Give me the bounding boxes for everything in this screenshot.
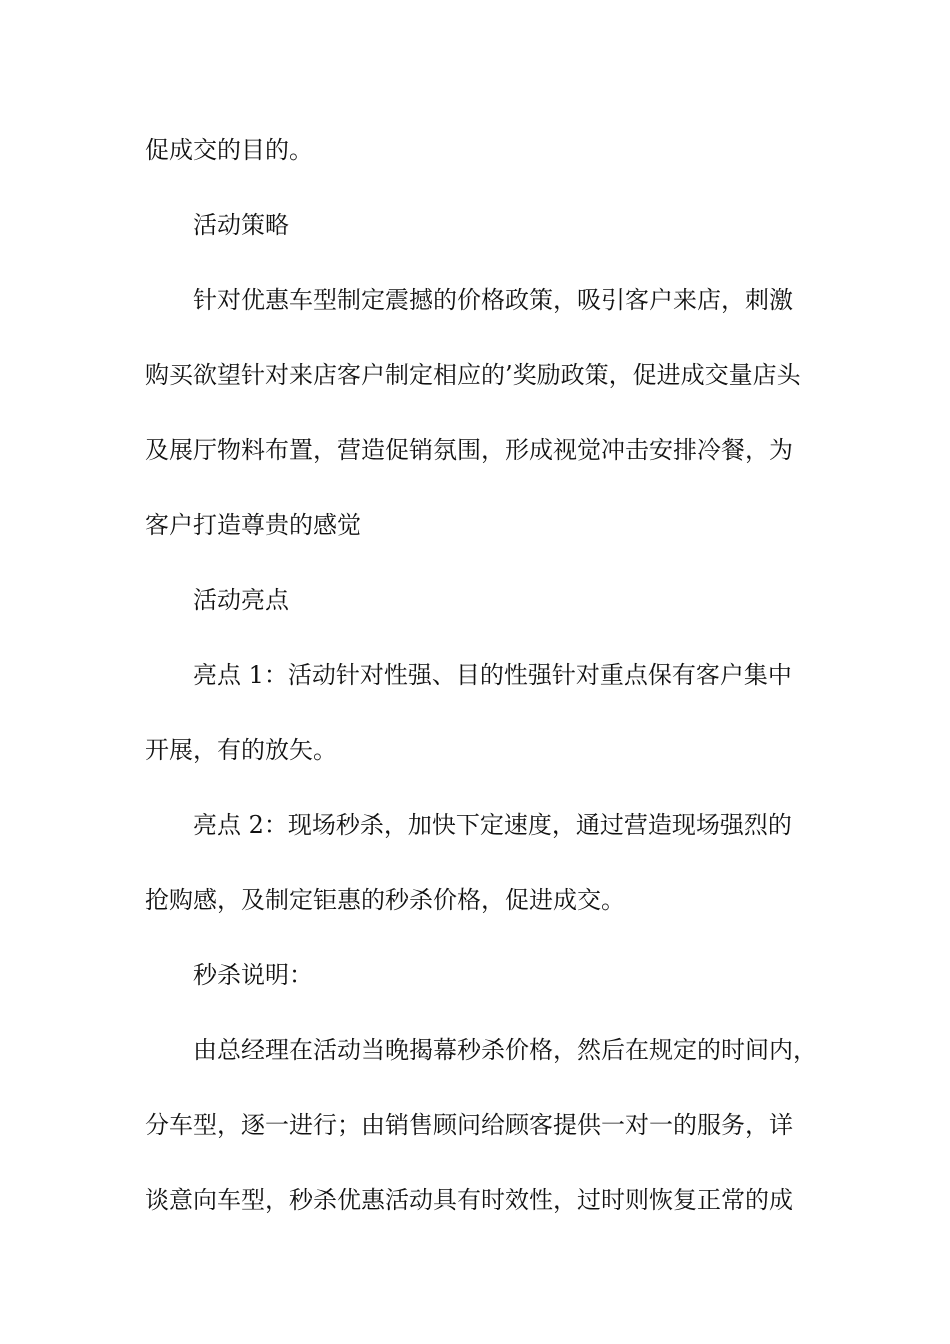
text-line-strategy-2: 购买欲望针对来店客户制定相应的’奖励政策，促进成交量店头 xyxy=(145,361,801,389)
text-line-highlight-2b: 抢购感，及制定钜惠的秒杀价格，促进成交。 xyxy=(145,886,625,914)
text-line-flash-sale-1: 由总经理在活动当晚揭幕秒杀价格，然后在规定的时间内， xyxy=(193,1036,817,1064)
text-line-flash-sale-2: 分车型，逐一进行；由销售顾问给顾客提供一对一的服务，详 xyxy=(145,1111,793,1139)
text-line-highlight-2a: 亮点 2：现场秒杀，加快下定速度，通过营造现场强烈的 xyxy=(193,811,792,839)
text-line-highlight-1a: 亮点 1：活动针对性强、目的性强针对重点保有客户集中 xyxy=(193,661,792,689)
heading-activity-highlights: 活动亮点 xyxy=(193,586,289,614)
text-line-strategy-3: 及展厅物料布置，营造促销氛围，形成视觉冲击安排冷餐，为 xyxy=(145,436,793,464)
text-line-flash-sale-3: 谈意向车型，秒杀优惠活动具有时效性，过时则恢复正常的成 xyxy=(145,1186,793,1214)
text-line-highlight-1b: 开展，有的放矢。 xyxy=(145,736,337,764)
text-line-strategy-4: 客户打造尊贵的感觉 xyxy=(145,511,361,539)
heading-activity-strategy: 活动策略 xyxy=(193,211,289,239)
text-line-conclusion: 促成交的目的。 xyxy=(145,136,313,164)
heading-flash-sale-notes: 秒杀说明： xyxy=(193,961,313,989)
text-line-strategy-1: 针对优惠车型制定震撼的价格政策，吸引客户来店，刺激 xyxy=(193,286,793,314)
